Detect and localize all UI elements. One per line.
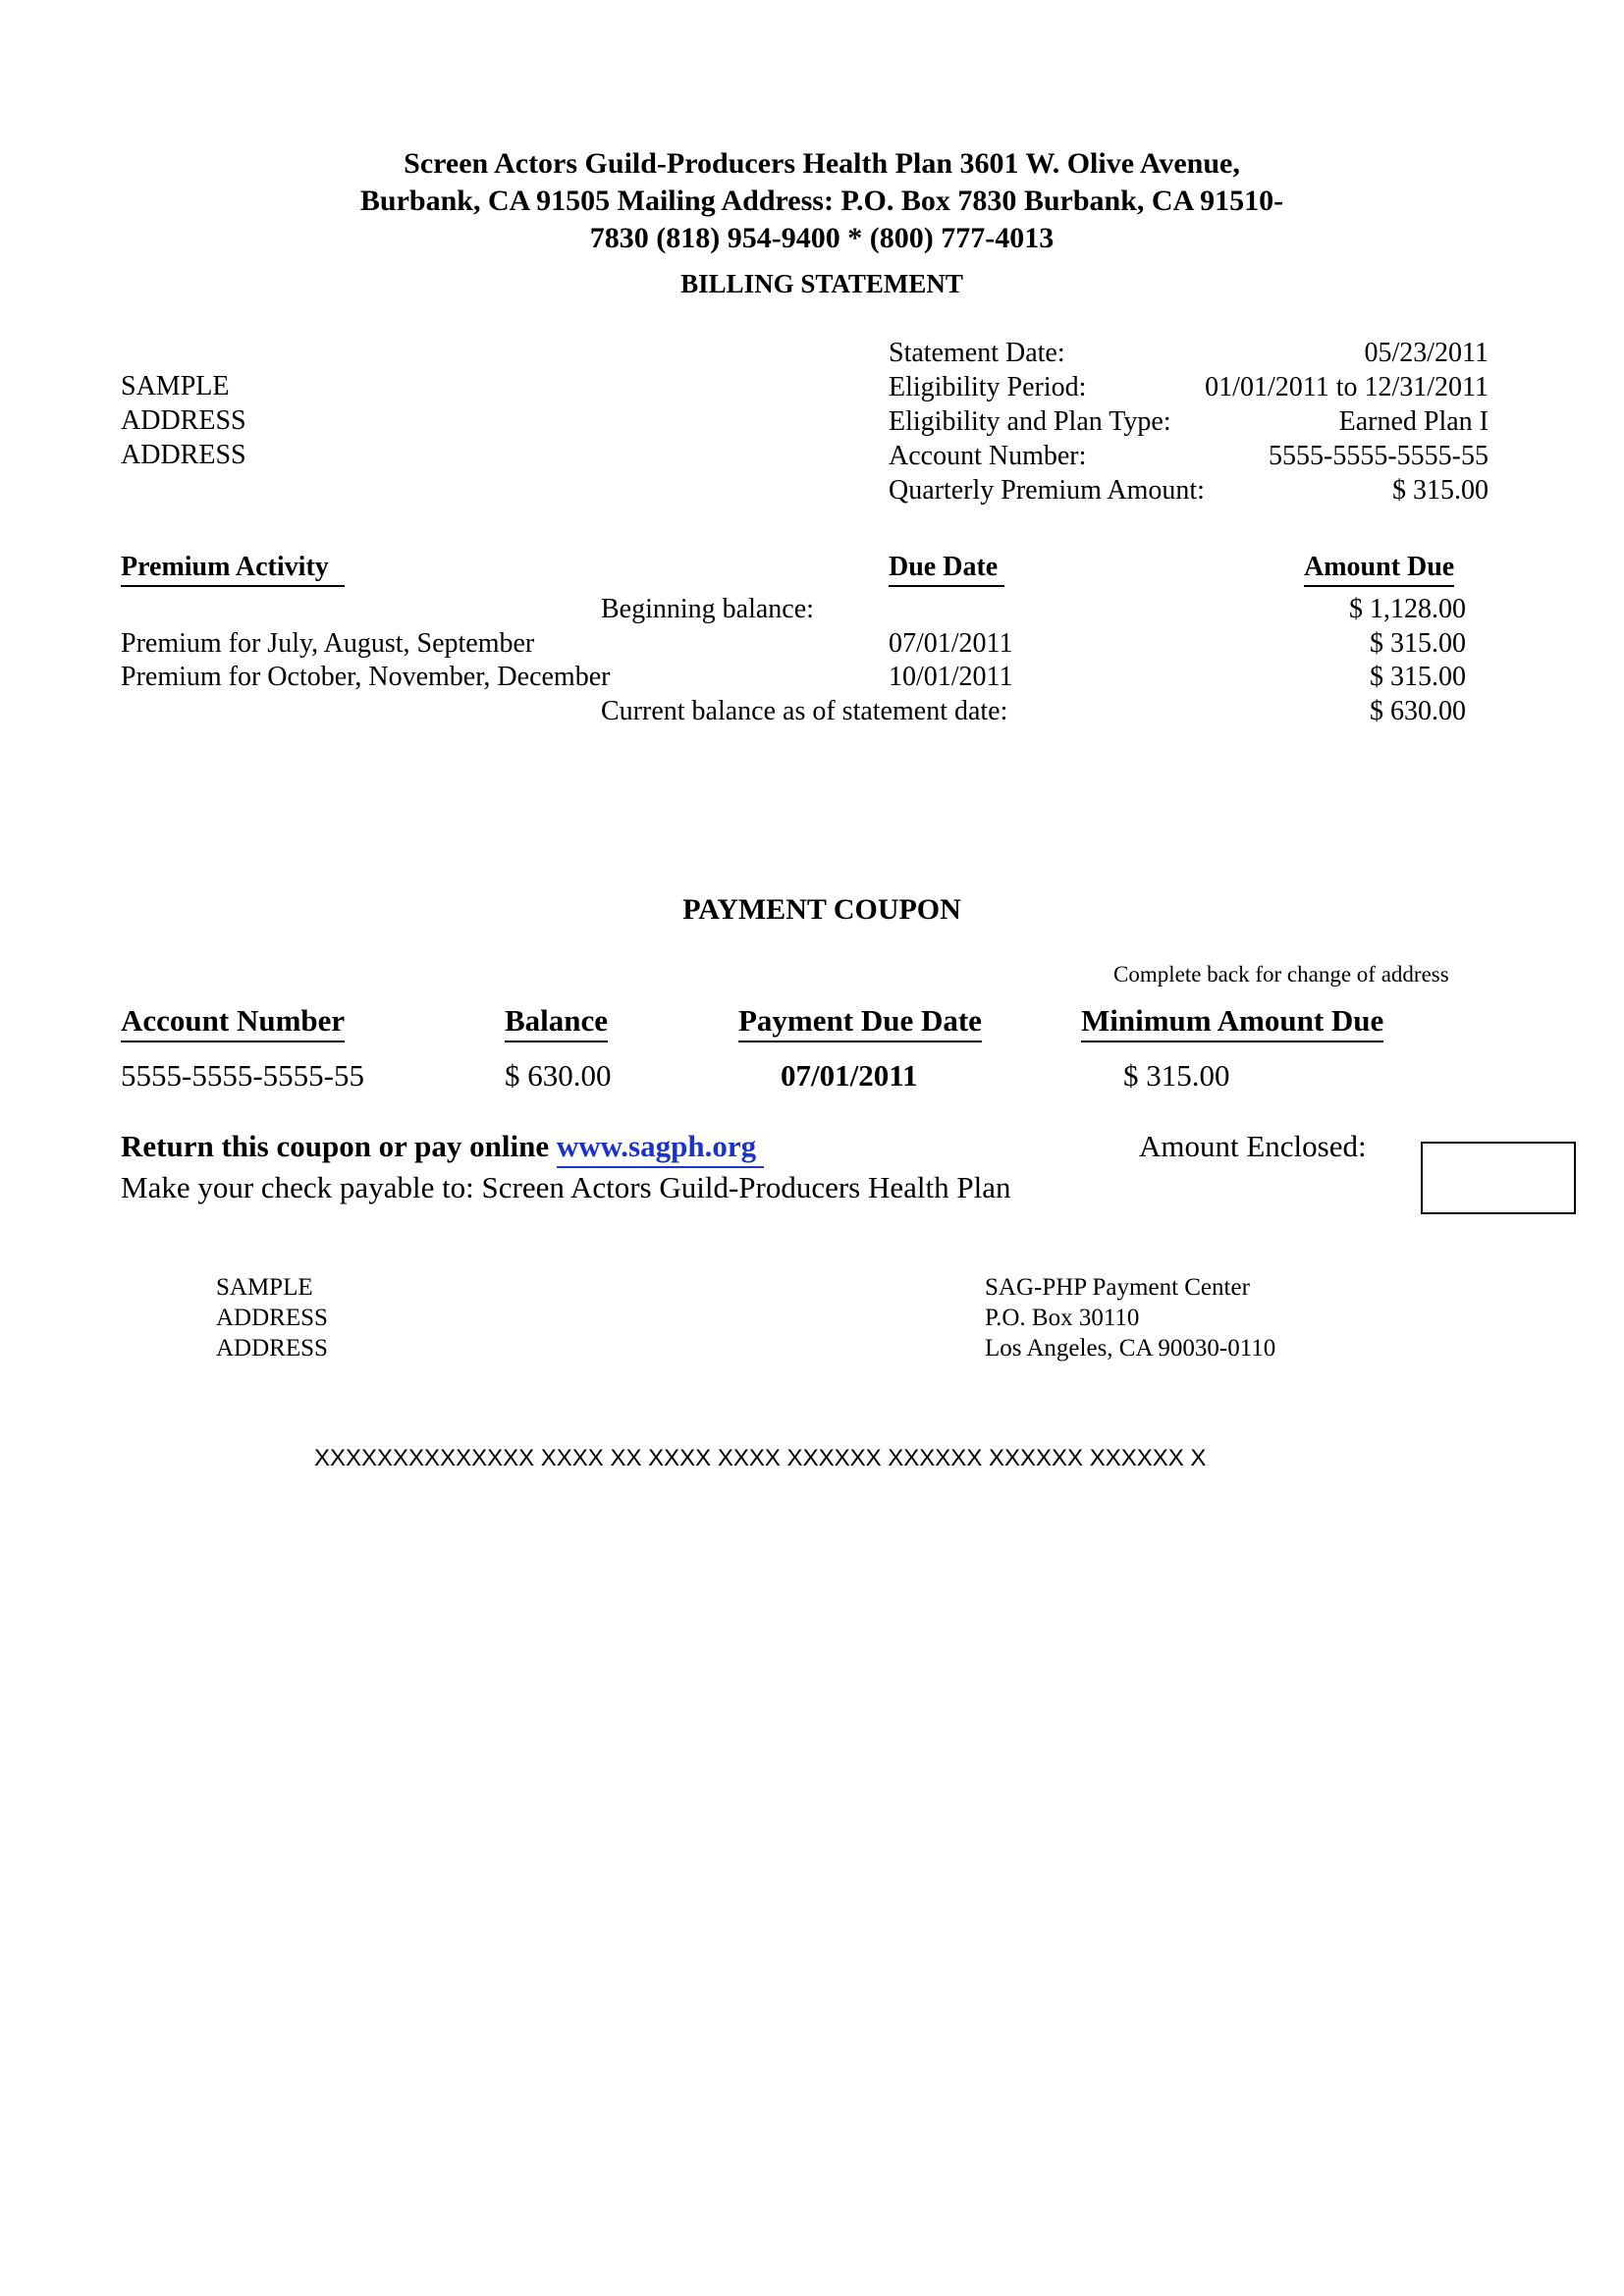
from-line-3: ADDRESS: [216, 1335, 328, 1362]
coupon-from-address: [216, 1272, 328, 1363]
payment-center-address: [985, 1272, 1275, 1363]
return-coupon-line: [121, 1129, 764, 1168]
activity-row-amount: $ 315.00: [1370, 662, 1466, 692]
quarterly-premium-value: $ 315.00: [1392, 475, 1489, 506]
activity-row-desc: Premium for October, November, December: [121, 662, 611, 692]
amount-enclosed-label: Amount Enclosed:: [1139, 1129, 1367, 1163]
address-change-note: Complete back for change of address: [1113, 962, 1449, 987]
due-date-header: Due Date: [889, 552, 1004, 587]
statement-date-label: Statement Date:: [889, 338, 1065, 368]
premium-activity-header: Premium Activity: [121, 552, 345, 587]
to-line-3: Los Angeles, CA 90030-0110: [985, 1335, 1276, 1362]
coupon-minimum-value: $ 315.00: [1123, 1058, 1230, 1093]
activity-row-amount: $ 315.00: [1370, 628, 1466, 659]
coupon-account-header: Account Number: [121, 1003, 345, 1042]
check-payable-text: Make your check payable to: Screen Actors Guild-Producers Health Plan: [121, 1170, 1011, 1204]
statement-date-value: 05/23/2011: [1364, 338, 1489, 368]
activity-row-desc: Premium for July, August, September: [121, 628, 535, 659]
current-balance-label: Current balance as of statement date:: [601, 696, 1008, 726]
recipient-line-2: ADDRESS: [121, 405, 246, 436]
plan-type-value: Earned Plan I: [1338, 406, 1489, 437]
to-line-1: SAG-PHP Payment Center: [985, 1274, 1250, 1301]
plan-header: [236, 145, 1408, 257]
coupon-due-date-header: Payment Due Date: [738, 1003, 982, 1042]
amount-due-header: Amount Due: [1304, 552, 1454, 587]
quarterly-premium-label: Quarterly Premium Amount:: [889, 475, 1205, 506]
activity-row-due: 07/01/2011: [889, 628, 1013, 659]
amount-enclosed-box[interactable]: [1421, 1142, 1576, 1214]
recipient-address: [121, 369, 246, 472]
to-line-2: P.O. Box 30110: [985, 1305, 1140, 1331]
from-line-2: ADDRESS: [216, 1305, 328, 1331]
recipient-line-3: ADDRESS: [121, 440, 246, 470]
document-title: BILLING STATEMENT: [680, 269, 963, 298]
coupon-account-value: 5555-5555-5555-55: [121, 1058, 364, 1093]
account-number-value: 5555-5555-5555-55: [1269, 441, 1489, 471]
coupon-minimum-header: Minimum Amount Due: [1081, 1003, 1383, 1042]
coupon-due-date-value: 07/01/2011: [781, 1058, 918, 1093]
current-balance-amount: $ 630.00: [1370, 696, 1466, 726]
beginning-balance-label: Beginning balance:: [601, 594, 814, 624]
account-number-label: Account Number:: [889, 441, 1087, 471]
coupon-balance-value: $ 630.00: [505, 1058, 612, 1093]
payment-website-link[interactable]: www.sagph.org: [557, 1129, 764, 1168]
header-line-3: 7830 (818) 954-9400 * (800) 777-4013: [589, 222, 1055, 254]
eligibility-period-value: 01/01/2011 to 12/31/2011: [1205, 372, 1489, 402]
from-line-1: SAMPLE: [216, 1274, 313, 1301]
statement-info-values: [1100, 336, 1489, 507]
beginning-balance-amount: $ 1,128.00: [1349, 594, 1466, 624]
scan-line-code: XXXXXXXXXXXXXX XXXX XX XXXX XXXX XXXXXX XXXXXX XXXXXX XXXXXX X: [314, 1445, 1207, 1471]
coupon-balance-header: Balance: [505, 1003, 608, 1042]
eligibility-period-label: Eligibility Period:: [889, 372, 1087, 402]
recipient-line-1: SAMPLE: [121, 371, 230, 401]
activity-row-due: 10/01/2011: [889, 662, 1013, 692]
payment-coupon-title: PAYMENT COUPON: [682, 893, 961, 926]
return-coupon-text: Return this coupon or pay online: [121, 1129, 550, 1163]
plan-type-label: Eligibility and Plan Type:: [889, 406, 1171, 437]
header-line-2: Burbank, CA 91505 Mailing Address: P.O. Box 7830 Burbank, CA 91510-: [359, 185, 1284, 217]
header-line-1: Screen Actors Guild-Producers Health Plan 3601 W. Olive Avenue,: [404, 147, 1240, 180]
